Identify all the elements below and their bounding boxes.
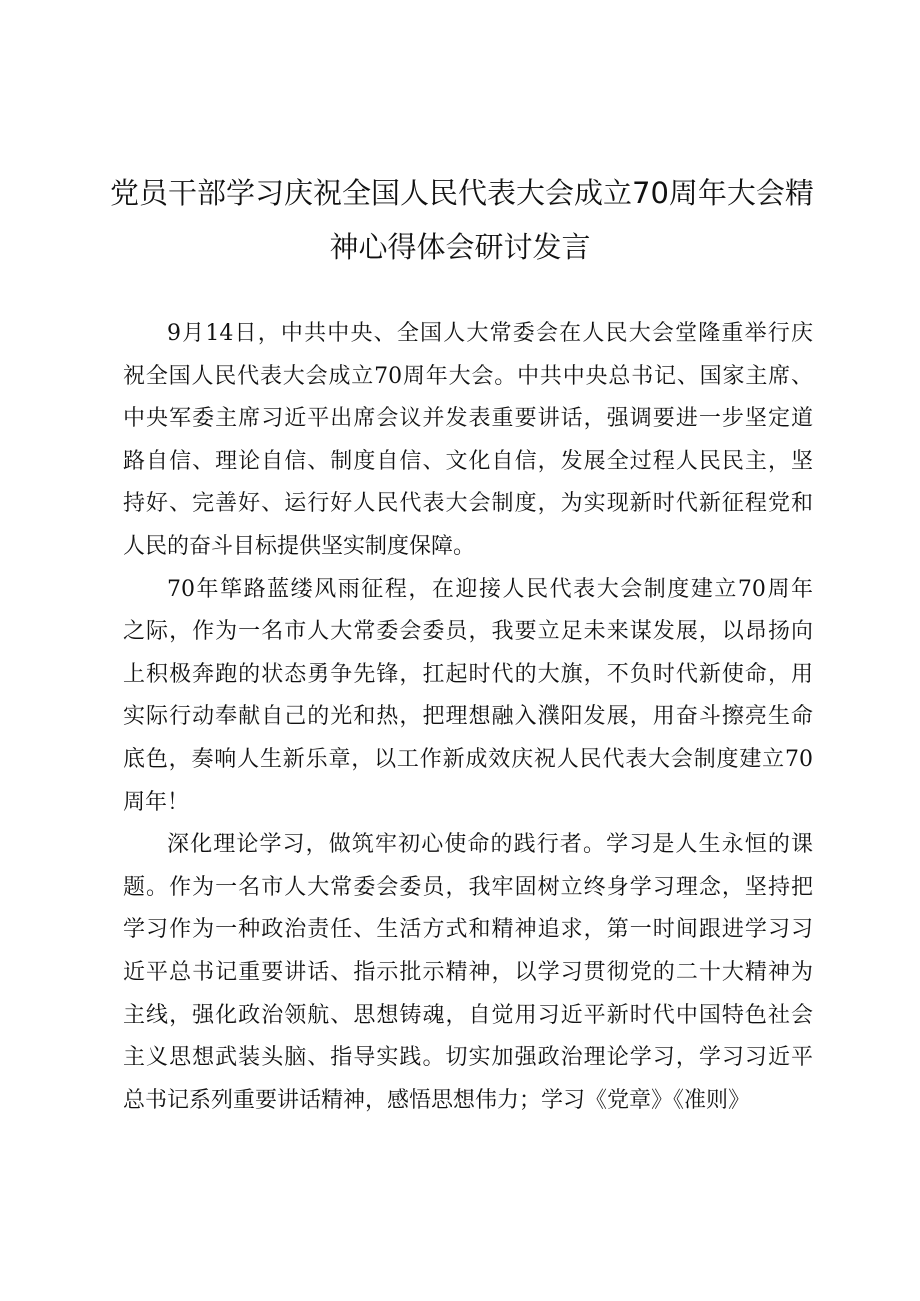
paragraph-line: 祝全国人民代表大会成立70周年大会。中共中央总书记、国家主席、 [123, 363, 813, 389]
document-body [123, 313, 813, 1122]
paragraph-line: 主线，强化政治领航、思想铸魂，自觉用习近平新时代中国特色社会 [123, 1002, 813, 1028]
paragraph-1 [123, 313, 813, 569]
paragraph-line: 深化理论学习，做筑牢初心使命的践行者。学习是人生永恒的课 [167, 832, 813, 858]
document-title [110, 166, 814, 274]
paragraph-2 [123, 569, 813, 825]
paragraph-line: 中央军委主席习近平出席会议并发表重要讲话，强调要进一步坚定道 [123, 406, 813, 432]
paragraph-line: 持好、完善好、运行好人民代表大会制度，为实现新时代新征程党和 [123, 491, 813, 517]
paragraph-line: 上积极奔跑的状态勇争先锋，扛起时代的大旗，不负时代新使命，用 [123, 661, 813, 687]
title-line-2: 神心得体会研讨发言 [329, 230, 591, 264]
paragraph-line: 9月14日，中共中央、全国人大常委会在人民大会堂隆重举行庆 [167, 321, 813, 346]
paragraph-line: 题。作为一名市人大常委会委员，我牢固树立终身学习理念，坚持把 [123, 874, 813, 900]
paragraph-line: 人民的奋斗目标提供坚实制度保障。 [123, 533, 476, 559]
paragraph-line: 70年筚路蓝缕风雨征程，在迎接人民代表大会制度建立70周年 [167, 576, 813, 602]
paragraph-line: 周年！ [123, 789, 190, 815]
title-line-1: 党员干部学习庆祝全国人民代表大会成立70周年大会精 [110, 176, 814, 210]
paragraph-line: 主义思想武装头脑、指导实践。切实加强政治理论学习，学习习近平 [123, 1045, 813, 1071]
paragraph-line: 总书记系列重要讲话精神，感悟思想伟力；学习《党章》《准则》 [123, 1087, 751, 1113]
paragraph-line: 近平总书记重要讲话、指示批示精神，以学习贯彻党的二十大精神为 [123, 959, 813, 985]
paragraph-line: 路自信、理论自信、制度自信、文化自信，发展全过程人民民主，坚 [123, 448, 813, 474]
paragraph-line: 学习作为一种政治责任、生活方式和精神追求，第一时间跟进学习习 [123, 917, 813, 943]
paragraph-line: 底色，奏响人生新乐章，以工作新成效庆祝人民代表大会制度建立70 [123, 746, 813, 772]
paragraph-3 [123, 824, 813, 1122]
paragraph-line: 实际行动奉献自己的光和热，把理想融入濮阳发展，用奋斗擦亮生命 [123, 704, 813, 730]
paragraph-line: 之际，作为一名市人大常委会委员，我要立足未来谋发展，以昂扬向 [123, 619, 813, 645]
